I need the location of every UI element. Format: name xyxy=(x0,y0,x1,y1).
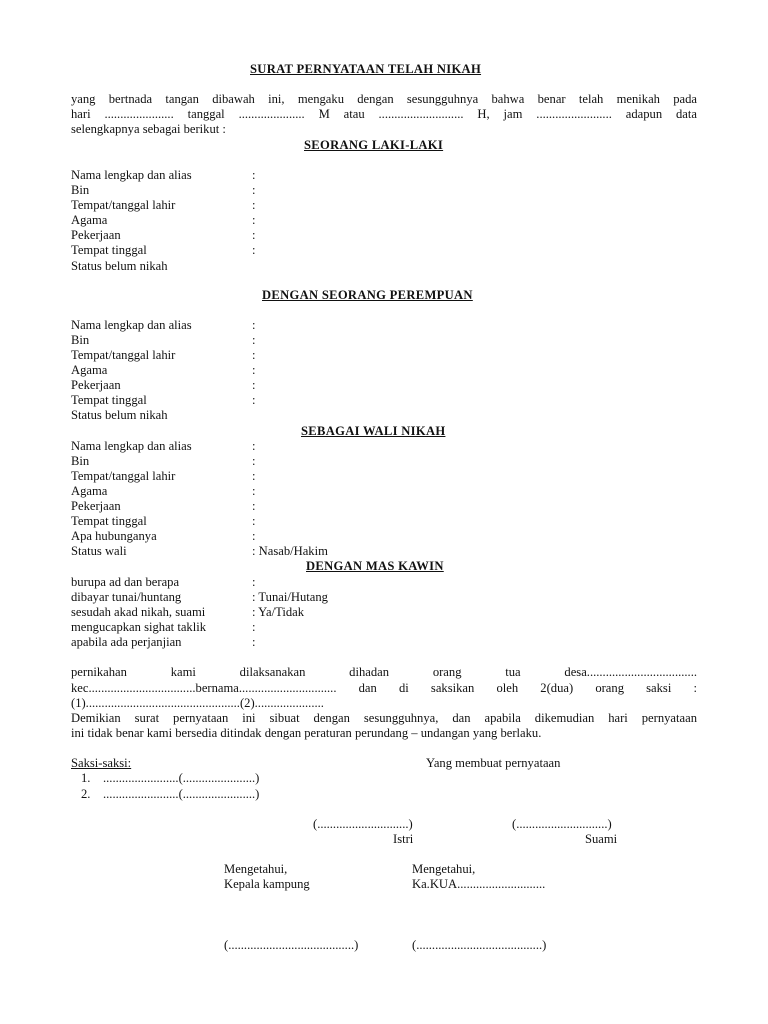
field-label: Agama xyxy=(71,484,108,498)
intro-line-2: hari ...................... tanggal ..................... M atau ........................... H, jam ........................ adapun data xyxy=(71,107,697,121)
declarant-label: Yang membuat pernyataan xyxy=(426,756,561,770)
field-label: Tempat tinggal xyxy=(71,243,147,257)
field-value: : xyxy=(252,484,256,498)
paragraph2-line-1: Demikian surat pernyataan ini sibuat dengan sesungguhnya, dan apabila dikemudian hari pernyataan xyxy=(71,711,697,725)
field-label: Tempat/tanggal lahir xyxy=(71,469,176,483)
field-value: : xyxy=(252,469,256,483)
approval-left-signature-line: (........................................) xyxy=(224,938,359,952)
maskawin-heading: DENGAN MAS KAWIN xyxy=(306,559,444,573)
field-value: : Nasab/Hakim xyxy=(252,544,328,558)
field-value: : xyxy=(252,635,256,649)
field-value: : xyxy=(252,439,256,453)
approval-right-signature-line: (........................................) xyxy=(412,938,547,952)
field-value: : xyxy=(252,514,256,528)
field-label: burupa ad dan berapa xyxy=(71,575,180,589)
suami-label: Suami xyxy=(585,832,618,846)
istri-label: Istri xyxy=(393,832,414,846)
witness-number: 1. xyxy=(81,771,91,785)
field-label: apabila ada perjanjian xyxy=(71,635,182,649)
field-value: : xyxy=(252,198,256,212)
bride-heading: DENGAN SEORANG PEREMPUAN xyxy=(262,288,473,302)
witnesses-label: Saksi-saksi: xyxy=(71,756,132,770)
approval-left-label: Mengetahui, xyxy=(224,862,288,876)
field-value: : xyxy=(252,183,256,197)
istri-signature-line: (.............................) xyxy=(313,817,413,831)
field-value: : xyxy=(252,318,256,332)
field-value: : xyxy=(252,228,256,242)
field-label: Apa hubunganya xyxy=(71,529,157,543)
field-label: Tempat/tanggal lahir xyxy=(71,198,176,212)
witness-signature-line: ........................(.......................) xyxy=(103,787,260,801)
paragraph2-line-2: ini tidak benar kami bersedia ditindak dengan peraturan perundang – undangan yang berlaku. xyxy=(71,726,542,740)
witness-signature-line: ........................(.......................) xyxy=(103,771,260,785)
suami-signature-line: (.............................) xyxy=(512,817,612,831)
field-label: Pekerjaan xyxy=(71,499,121,513)
field-label: Status belum nikah xyxy=(71,259,168,273)
field-label: Bin xyxy=(71,454,90,468)
wali-heading: SEBAGAI WALI NIKAH xyxy=(301,424,446,438)
field-value: : Tunai/Hutang xyxy=(252,590,328,604)
field-label: Tempat/tanggal lahir xyxy=(71,348,176,362)
paragraph1-line-2: kec..................................bernama............................... dan di saksikan oleh 2(dua) orang saksi : xyxy=(71,681,697,695)
field-label: Bin xyxy=(71,333,90,347)
approval-right-role: Ka.KUA............................ xyxy=(412,877,546,891)
witness-number: 2. xyxy=(81,787,91,801)
paragraph1-line-3: (1).................................................(2)...................... xyxy=(71,696,324,710)
field-value: : xyxy=(252,393,256,407)
field-label: Status belum nikah xyxy=(71,408,168,422)
field-label: Pekerjaan xyxy=(71,228,121,242)
field-value: : xyxy=(252,575,256,589)
field-value: : xyxy=(252,454,256,468)
field-label: Agama xyxy=(71,213,108,227)
field-label: Pekerjaan xyxy=(71,378,121,392)
document-title: SURAT PERNYATAAN TELAH NIKAH xyxy=(250,62,482,76)
field-value: : Ya/Tidak xyxy=(252,605,305,619)
field-label: dibayar tunai/huntang xyxy=(71,590,182,604)
field-value: : xyxy=(252,363,256,377)
intro-line-1: yang bertnada tangan dibawah ini, mengaku dengan sesungguhnya bahwa benar telah menikah pada xyxy=(71,92,697,106)
groom-heading: SEORANG LAKI-LAKI xyxy=(304,138,444,152)
field-label: Nama lengkap dan alias xyxy=(71,168,192,182)
field-label: Agama xyxy=(71,363,108,377)
field-value: : xyxy=(252,168,256,182)
field-label: Nama lengkap dan alias xyxy=(71,439,192,453)
field-label: mengucapkan sighat taklik xyxy=(71,620,206,634)
intro-line-3: selengkapnya sebagai berikut : xyxy=(71,122,226,136)
field-label: Nama lengkap dan alias xyxy=(71,318,192,332)
field-label: sesudah akad nikah, suami xyxy=(71,605,206,619)
field-label: Status wali xyxy=(71,544,127,558)
field-value: : xyxy=(252,499,256,513)
field-value: : xyxy=(252,348,256,362)
field-value: : xyxy=(252,378,256,392)
field-label: Tempat tinggal xyxy=(71,393,147,407)
field-value: : xyxy=(252,333,256,347)
field-value: : xyxy=(252,243,256,257)
field-label: Tempat tinggal xyxy=(71,514,147,528)
field-value: : xyxy=(252,213,256,227)
approval-left-role: Kepala kampung xyxy=(224,877,310,891)
field-value: : xyxy=(252,529,256,543)
field-label: Bin xyxy=(71,183,90,197)
paragraph1-line-1: pernikahan kami dilaksanakan dihadan orang tua desa................................... xyxy=(71,665,697,679)
approval-right-label: Mengetahui, xyxy=(412,862,476,876)
field-value: : xyxy=(252,620,256,634)
